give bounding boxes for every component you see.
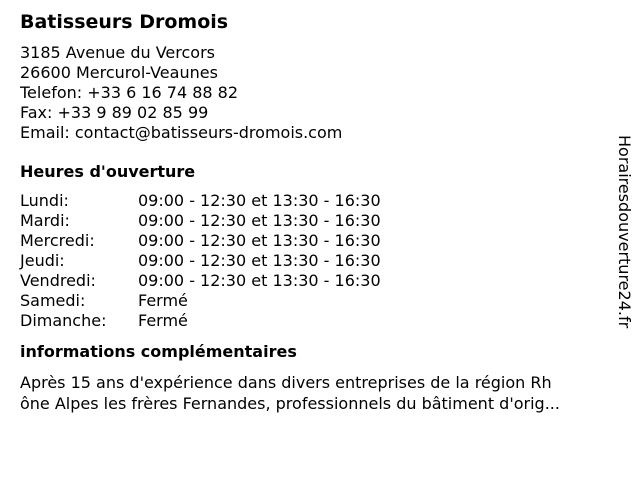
city-address: 26600 Mercurol-Veaunes — [20, 63, 218, 82]
hours-row-saturday — [20, 291, 610, 311]
hours-value: 09:00 - 12:30 et 13:30 - 16:30 — [138, 231, 381, 250]
hours-row-monday — [20, 191, 610, 211]
additional-info-heading: informations complémentaires — [20, 342, 297, 361]
hours-value: 09:00 - 12:30 et 13:30 - 16:30 — [138, 271, 381, 290]
day-label: Dimanche: — [20, 311, 107, 330]
fax-number: Fax: +33 9 89 02 85 99 — [20, 103, 209, 122]
info-line-1: Après 15 ans d'expérience dans divers entreprises de la région Rh — [20, 373, 552, 392]
day-label: Jeudi: — [20, 251, 65, 270]
business-card — [20, 10, 610, 414]
street-address: 3185 Avenue du Vercors — [20, 43, 215, 62]
hours-value: 09:00 - 12:30 et 13:30 - 16:30 — [138, 251, 381, 270]
day-label: Lundi: — [20, 191, 69, 210]
day-label: Vendredi: — [20, 271, 96, 290]
opening-hours-table — [20, 191, 610, 331]
hours-value: Fermé — [138, 311, 188, 330]
info-line-2: ône Alpes les frères Fernandes, professionnels du bâtiment d'orig... — [20, 394, 560, 413]
business-name: Batisseurs Dromois — [20, 11, 229, 33]
phone-number: Telefon: +33 6 16 74 88 82 — [20, 83, 239, 102]
hours-value: 09:00 - 12:30 et 13:30 - 16:30 — [138, 191, 381, 210]
hours-row-friday — [20, 271, 610, 291]
hours-value: Fermé — [138, 291, 188, 310]
hours-row-tuesday — [20, 211, 610, 231]
contact-block — [20, 43, 610, 143]
hours-row-thursday — [20, 251, 610, 271]
day-label: Samedi: — [20, 291, 86, 310]
day-label: Mardi: — [20, 211, 70, 230]
hours-value: 09:00 - 12:30 et 13:30 - 16:30 — [138, 211, 381, 230]
opening-hours-heading: Heures d'ouverture — [20, 162, 196, 181]
site-watermark: Horairesdouverture24.fr — [615, 135, 634, 329]
hours-row-sunday — [20, 311, 610, 331]
day-label: Mercredi: — [20, 231, 95, 250]
email-address: Email: contact@batisseurs-dromois.com — [20, 123, 343, 142]
additional-info-text — [20, 372, 610, 414]
hours-row-wednesday — [20, 231, 610, 251]
